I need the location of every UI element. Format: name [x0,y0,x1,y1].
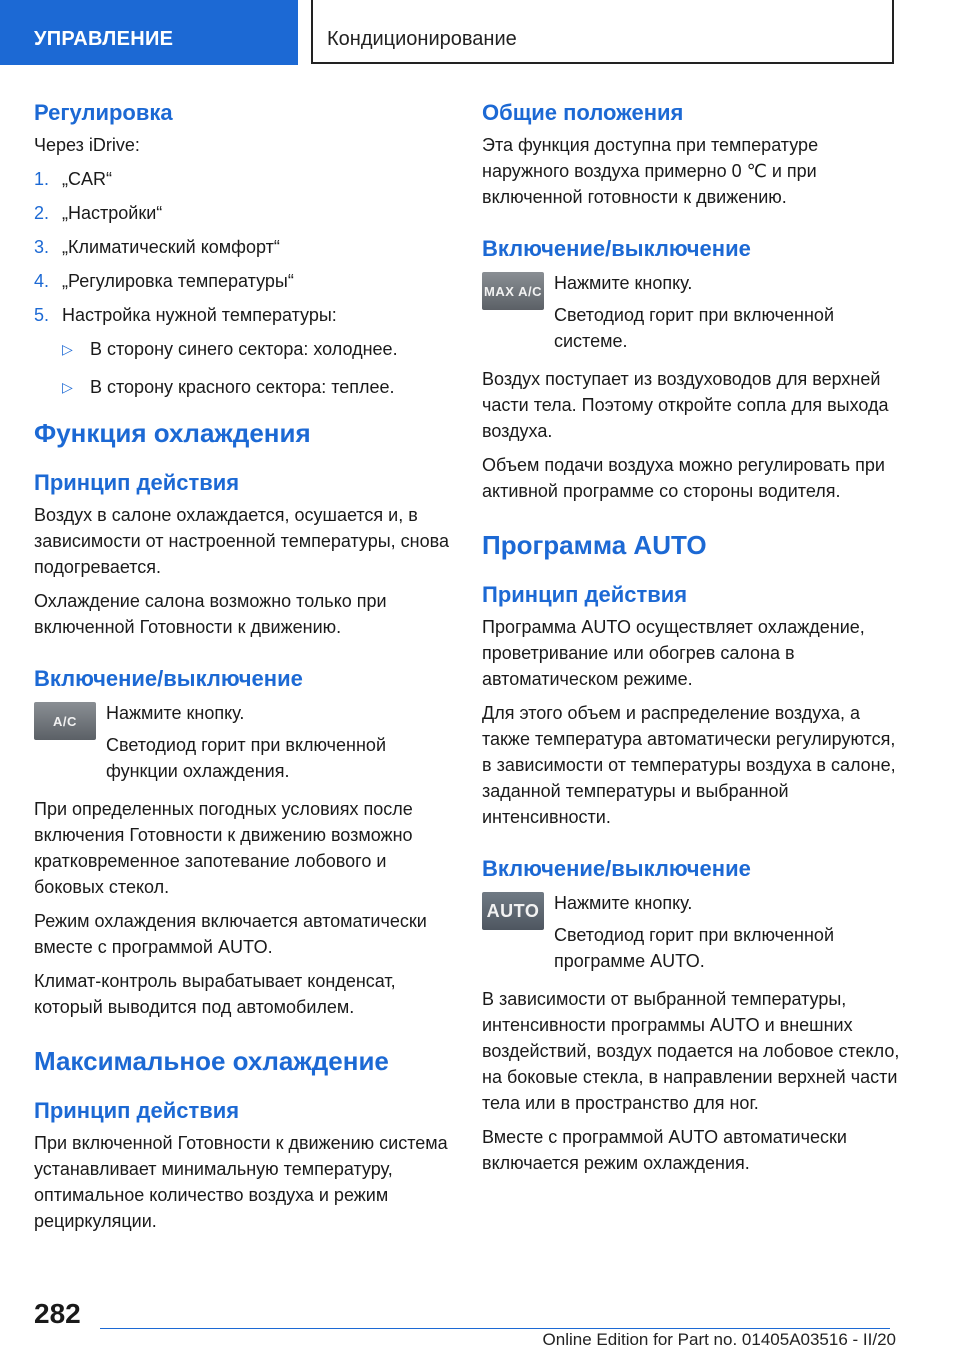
ac-press: Нажмите кнопку. [106,703,245,723]
auto-p2: Для этого объем и распределение воздуха, а также температура автоматически регулируются, в зависимости от температуры воздуха в салоне, заданной температуры и выбранной интенсивности. [482,703,896,827]
auto-p4: Вместе с программой AUTO автоматически включается режим охлаждения. [482,1127,847,1173]
max-heading: Максимальное охлаждение [34,1046,389,1076]
ac-led: Светодиод горит при включенной функции охлаждения. [106,735,386,781]
sub-item: ▷ В сторону синего сектора: холоднее. [34,336,454,362]
cooling-p1: Воздух в салоне охлаждается, осушается и, в зависимости от настроенной температуры, снова подогревается. [34,505,449,577]
step-item: 4. „Регулировка температуры“ [34,271,294,291]
chapter-header [311,0,894,64]
cooling-p5: Климат-контроль вырабатывает конденсат, который выводится под автомобилем. [34,971,396,1017]
general-p1: Эта функция доступна при температуре наружного воздуха примерно 0 ℃ и при включенной готовности к движению. [482,135,819,207]
cooling-principle-heading: Принцип действия [34,470,240,495]
cooling-heading: Функция охлаждения [34,418,311,448]
auto-p3: В зависимости от выбранной температуры, интенсивности программы AUTO и внешних воздействий, воздух подается на лобовое стекло, на боковые стекла, в направлении верхней части тела или в пространство для ног. [482,989,900,1113]
cooling-p3: При определенных погодных условиях после включения Готовности к движению возможно кратковременное запотевание лобового и боковых стекол. [34,799,413,897]
maxac-led: Светодиод горит при включенной системе. [554,305,834,351]
cooling-p2: Охлаждение салона возможно только при включенной Готовности к движению. [34,591,387,637]
left-column [34,100,454,1234]
regulation-intro: Через iDrive: [34,135,140,155]
auto-button-row [482,890,902,974]
general-heading: Общие положения [482,100,684,125]
auto-onoff-heading: Включение/выключение [482,856,751,881]
cooling-p4: Режим охлаждения включается автоматически вместе с программой AUTO. [34,911,427,957]
auto-led: Светодиод горит при включенной программе AUTO. [554,925,834,971]
auto-heading: Программа AUTO [482,530,707,560]
footer-divider [100,1328,890,1329]
step-item: 3. „Климатический комфорт“ [34,237,280,257]
section-tab [0,0,298,65]
right-column [482,100,902,1176]
maxac-p1: Воздух поступает из воздуховодов для верхней части тела. Поэтому откройте сопла для выхода воздуха. [482,369,889,441]
auto-principle-heading: Принцип действия [482,582,688,607]
triangle-bullet-icon: ▷ [62,341,73,357]
chapter-title: Кондиционирование [327,28,517,50]
ac-button-row [34,700,454,784]
maxac-onoff-heading: Включение/выключение [482,236,751,261]
ac-button-icon: A/C [34,702,96,740]
auto-button-icon: AUTO [482,892,544,930]
step-item: 1. „CAR“ [34,169,112,189]
step-item: 2. „Настройки“ [34,203,163,223]
auto-press: Нажмите кнопку. [554,893,693,913]
max-p1: При включенной Готовности к движению система устанавливает минимальную температуру, оптимальное количество воздуха и режим рециркуляции. [34,1133,448,1231]
triangle-bullet-icon: ▷ [62,379,73,395]
maxac-button-row [482,270,902,354]
temperature-sublist [34,336,454,400]
cooling-onoff-heading: Включение/выключение [34,666,303,691]
edition-note: Online Edition for Part no. 01405A03516 - II/20 [542,1330,896,1349]
auto-p1: Программа AUTO осуществляет охлаждение, проветривание или обогрев салона в автоматическом режиме. [482,617,865,689]
sub-item: ▷ В сторону красного сектора: теплее. [34,374,454,400]
max-principle-heading: Принцип действия [34,1098,240,1123]
page-number: 282 [34,1298,81,1329]
maxac-press: Нажмите кнопку. [554,273,693,293]
regulation-heading: Регулировка [34,100,173,125]
section-title: УПРАВЛЕНИЕ [34,28,174,50]
step-item: 5. Настройка нужной температуры: [34,305,337,325]
maxac-p2: Объем подачи воздуха можно регулировать при активной программе со стороны водителя. [482,455,885,501]
max-ac-button-icon: MAX A/C [482,272,544,310]
regulation-steps [34,166,454,328]
